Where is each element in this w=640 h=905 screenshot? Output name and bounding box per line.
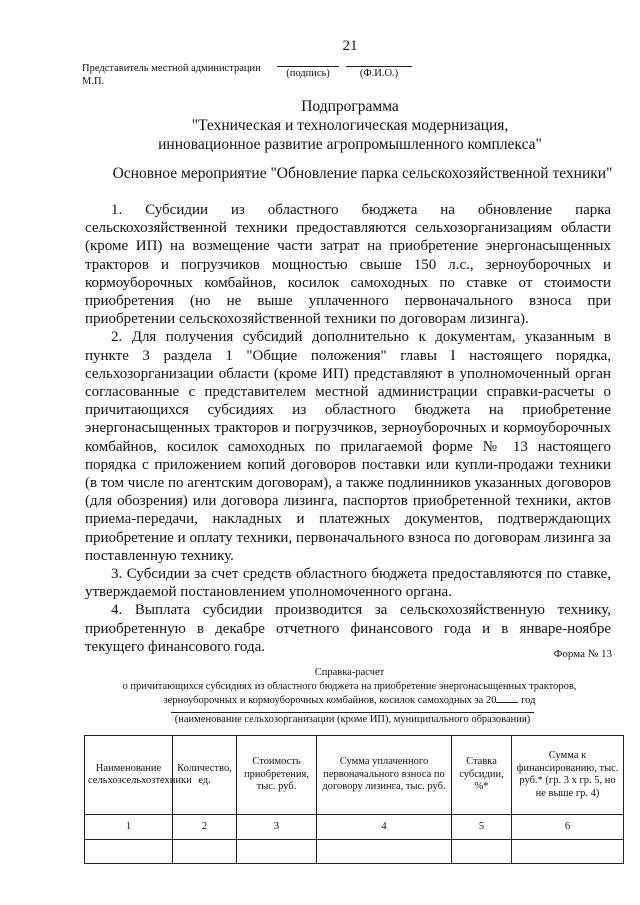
header-quantity: Количество, ед. bbox=[173, 736, 237, 815]
representative-label: Представитель местной администрации bbox=[82, 63, 261, 74]
seal-label: М.П. bbox=[82, 76, 105, 87]
form-title: Справка-расчет bbox=[314, 667, 385, 678]
year-blank bbox=[496, 693, 518, 703]
header-financing-amount: Сумма к финансированию, тыс. руб.* (гр. 3 х гр. 5, но не выше гр. 4) bbox=[512, 736, 624, 815]
signature-field bbox=[277, 66, 339, 79]
form-table bbox=[84, 735, 624, 864]
paragraph-1: 1. Субсидии из областного бюджета на обновление парка сельскохозяйственной техники предоставляются сельхозорганизациям области (кроме ИП) на возмещение части затрат на приобретение энергонасыщенных тракторов и погрузчиков мощностью свыше 150 л.с., зерноуборочных и кормоуборочных комбайнов, косилок самоходных по ставке от стоимости приобретения (но не выше уплаченного первоначального взноса при приобретении сельскохозяйственной техники по договорам лизинга). bbox=[85, 202, 611, 328]
name-field bbox=[346, 66, 412, 79]
signature-caption: (подпись) bbox=[277, 66, 339, 79]
paragraph-2: 2. Для получения субсидий дополнительно к документам, указанным в пункте 3 раздела 1 "Общие положения" главы I настоящего порядка, сельхозорганизации области (кроме ИП) представляют в уполномоченный орган согласованные с представителем местной администрации справки-расчеты о причитающихся субсидиях из областного бюджета на приобретение энергонасыщенных тракторов и погрузчиков, зерноуборочных и кормоуборочных комбайнов, косилок самоходных по прилагаемой форме № 13 настоящего порядка с приложением копий договоров поставки или купли-продажи техники (в том числе по агентским договорам), а также подлинников указанных договоров (для обозрения) или договора лизинга, паспортов приобретенной техники, актов приема-передачи, накладных и платежных документов, подтверждающих приобретение и оплату техники, первоначального взноса по договорам лизинга за поставленную технику. bbox=[85, 329, 611, 564]
column-number: 5 bbox=[452, 815, 512, 840]
header-cost: Стоимость приобретения, тыс. руб. bbox=[237, 736, 317, 815]
page-number: 21 bbox=[342, 38, 358, 54]
name-caption: (Ф.И.О.) bbox=[346, 66, 412, 79]
table-cell bbox=[85, 840, 173, 864]
form-number: Форма № 13 bbox=[553, 648, 612, 660]
paragraph-4: 4. Выплата субсидии производится за сельскохозяйственную технику, приобретенную в декабре отчетного финансового года и в январе-ноябре текущего финансового года. bbox=[85, 602, 611, 655]
table-cell bbox=[237, 840, 317, 864]
table-cell bbox=[512, 840, 624, 864]
table-header-row bbox=[85, 736, 624, 815]
paragraph-3: 3. Субсидии за счет средств областного бюджета предоставляются по ставке, утверждаемой постановлением уполномоченного органа. bbox=[85, 566, 611, 601]
body-text bbox=[85, 201, 611, 656]
subprogram-heading: Подпрограмма bbox=[301, 98, 399, 115]
table-cell bbox=[452, 840, 512, 864]
header-subsidy-rate: Ставка субсидии, %* bbox=[452, 736, 512, 815]
year-suffix: год bbox=[521, 695, 536, 706]
column-number: 1 bbox=[85, 815, 173, 840]
column-number-row bbox=[85, 815, 624, 840]
org-name-field bbox=[171, 712, 534, 725]
form-subtitle-line1: о причитающихся субсидиях из областного бюджета на приобретение энергонасыщенных тракторов, bbox=[122, 680, 577, 692]
form-subtitle-text: зерноуборочных и кормоуборочных комбайнов, косилок самоходных за 20 bbox=[163, 695, 497, 706]
form-subtitle-line2 bbox=[82, 693, 617, 708]
table-cell bbox=[173, 840, 237, 864]
representative-block bbox=[82, 62, 261, 88]
form-title-block bbox=[82, 666, 617, 708]
org-name-caption: (наименование сельхозорганизации (кроме ИП), муниципального образования) bbox=[174, 714, 531, 725]
header-initial-payment: Сумма уплаченного первоначального взноса по договору лизинга, тыс. руб. bbox=[317, 736, 452, 815]
subprogram-name-line2: инновационное развитие агропромышленного комплекса" bbox=[158, 136, 542, 153]
column-number: 4 bbox=[317, 815, 452, 840]
table-cell bbox=[317, 840, 452, 864]
column-number: 3 bbox=[237, 815, 317, 840]
header-equipment-name: Наименование сельхозсельхозтехники bbox=[85, 736, 173, 815]
subprogram-title bbox=[90, 97, 610, 154]
measure-title: Основное мероприятие "Обновление парка сельскохозяйственной техники" bbox=[112, 165, 613, 182]
table-row bbox=[85, 840, 624, 864]
column-number: 2 bbox=[173, 815, 237, 840]
subprogram-name-line1: "Техническая и технологическая модернизация, bbox=[191, 117, 509, 134]
column-number: 6 bbox=[512, 815, 624, 840]
